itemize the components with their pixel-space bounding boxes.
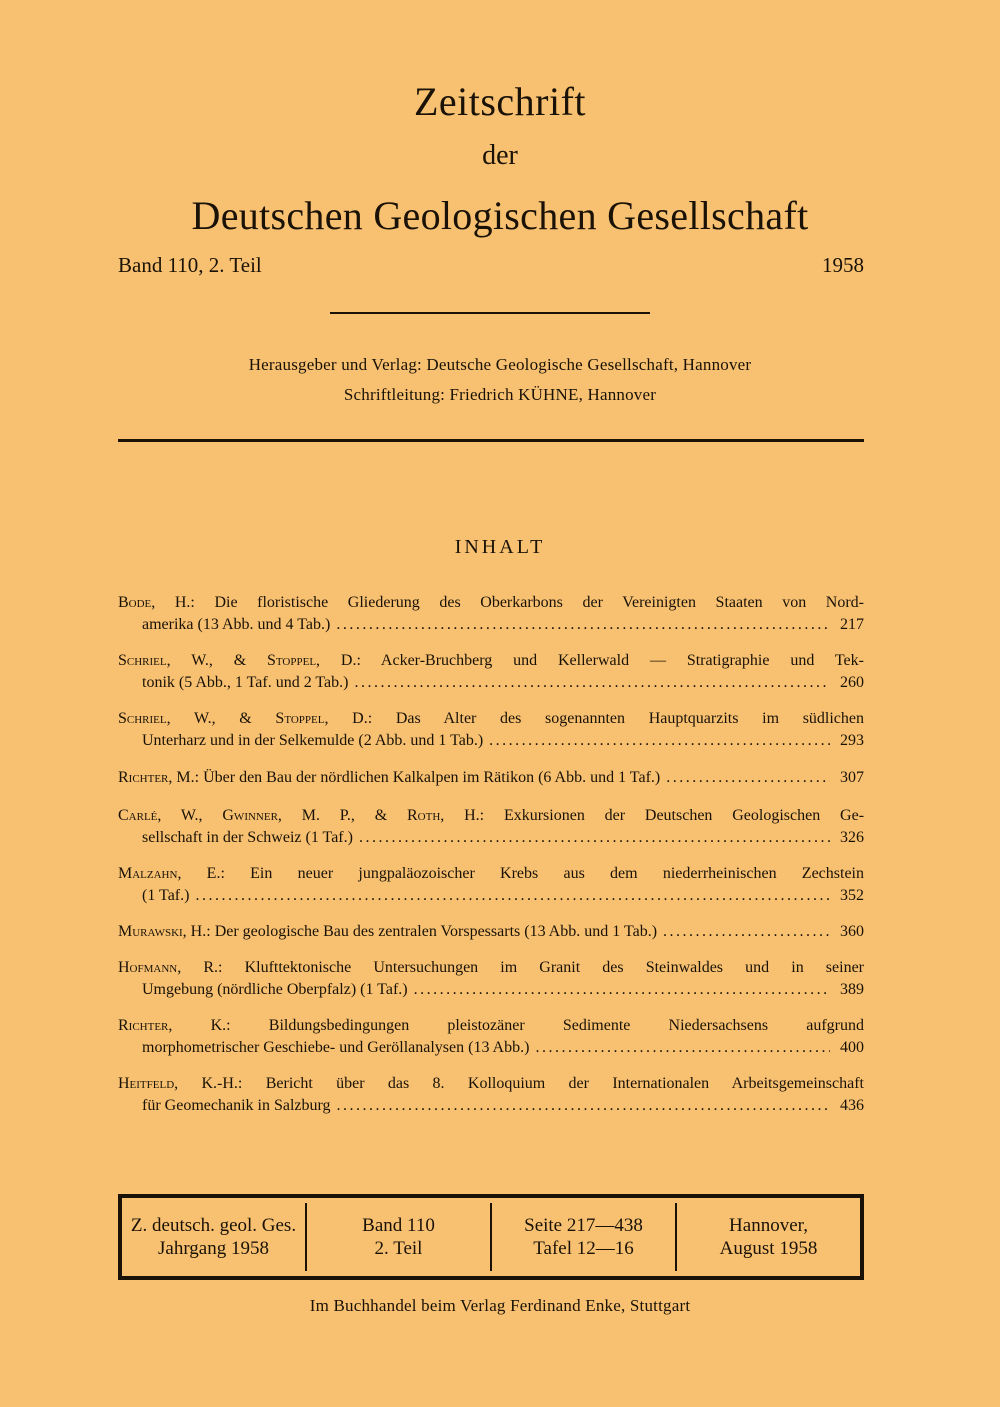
toc-page-number: 293 xyxy=(840,732,864,749)
toc-title-text: Bericht über das 8. Kolloquium der Internationalen Arbeitsgemeinschaft xyxy=(265,1075,864,1092)
toc-title-continued: amerika (13 Abb. und 4 Tab.) xyxy=(142,616,331,633)
bookseller-note: Im Buchhandel beim Verlag Ferdinand Enke, Stuttgart xyxy=(309,1296,691,1315)
toc-title-continued: (1 Taf.) xyxy=(142,887,190,904)
toc-entry-first-line xyxy=(118,650,864,672)
toc-title-text: Die floristische Gliederung des Oberkarbons der Vereinigten Staaten von Nord- xyxy=(214,594,864,611)
toc-author: Schriel, W., & Stoppel, D.: xyxy=(118,710,373,727)
toc-title-text: Ein neuer jungpaläozoischer Krebs aus dem niederrheinischen Zechstein xyxy=(250,865,864,882)
toc-entry-first-line xyxy=(118,957,864,979)
citation-journal: Z. deutsch. geol. Ges. xyxy=(130,1215,297,1236)
toc-entry-second-line xyxy=(118,885,864,907)
toc-author: Heitfeld, K.-H.: xyxy=(118,1075,243,1092)
toc-entry-second-line xyxy=(118,979,864,1001)
citation-date: August 1958 xyxy=(719,1238,818,1259)
toc-entry-second-line xyxy=(118,1037,864,1059)
toc-page-number: 360 xyxy=(840,923,864,940)
volume-part: Band 110, 2. Teil xyxy=(118,253,262,277)
leader-dots xyxy=(336,614,830,636)
toc-page-number: 389 xyxy=(840,981,864,998)
toc-title-text: Acker-Bruchberg und Kellerwald — Stratigraphie und Tek- xyxy=(380,652,864,669)
contents-heading: INHALT xyxy=(454,536,546,558)
leader-dots xyxy=(535,1037,830,1059)
toc-entry xyxy=(118,805,864,849)
toc-entry-first-line xyxy=(118,592,864,614)
toc-entry xyxy=(118,592,864,636)
toc-title-text: Über den Bau der nördlichen Kalkalpen im Rätikon (6 Abb. und 1 Taf.) xyxy=(203,769,661,786)
toc-title-continued: Umgebung (nördliche Oberpfalz) (1 Taf.) xyxy=(142,981,408,998)
citation-plates: Tafel 12—16 xyxy=(533,1238,634,1259)
toc-author: Richter, K.: xyxy=(118,1017,231,1034)
publisher-line: Herausgeber und Verlag: Deutsche Geologische Gesellschaft, Hannover xyxy=(248,355,752,374)
toc-entry-first-line xyxy=(118,708,864,730)
toc-title-continued: sellschaft in der Schweiz (1 Taf.) xyxy=(142,829,353,846)
toc-entry-second-line xyxy=(118,827,864,849)
toc-entry-second-line xyxy=(118,730,864,752)
toc-author: Bode, H.: xyxy=(118,594,195,611)
toc-entry xyxy=(118,863,864,907)
toc-title-text: Das Alter des sogenannten Hauptquarzits im südlichen xyxy=(395,710,864,727)
toc-entry xyxy=(118,650,864,694)
toc-author: Carlé, W., Gwinner, M. P., & Roth, H.: xyxy=(118,807,485,824)
toc-entry-second-line xyxy=(118,614,864,636)
toc-author: Schriel, W., & Stoppel, D.: xyxy=(118,652,361,669)
toc-entry-first-line xyxy=(118,921,864,943)
journal-title: Zeitschrift xyxy=(413,79,587,124)
toc-page-number: 436 xyxy=(840,1097,864,1114)
leader-dots xyxy=(337,1095,830,1117)
leader-dots xyxy=(489,730,830,752)
society-name: Deutschen Geologischen Gesellschaft xyxy=(191,193,809,238)
toc-page-number: 307 xyxy=(840,769,864,786)
toc-title-text: Klufttektonische Untersuchungen im Granit des Steinwaldes und in seiner xyxy=(244,959,864,976)
journal-title-connector: der xyxy=(482,140,518,171)
volume-year: 1958 xyxy=(822,253,864,277)
leader-dots xyxy=(666,767,830,789)
toc-entry-second-line xyxy=(118,1095,864,1117)
long-divider xyxy=(118,439,864,442)
toc-page-number: 352 xyxy=(840,887,864,904)
toc-page-number: 400 xyxy=(840,1039,864,1056)
citation-pages: Seite 217—438 xyxy=(524,1215,643,1236)
citation-box xyxy=(118,1194,864,1280)
toc-entry xyxy=(118,1073,864,1117)
leader-dots xyxy=(663,921,830,943)
toc-page-number: 326 xyxy=(840,829,864,846)
toc-title-continued: für Geomechanik in Salzburg xyxy=(142,1097,331,1114)
toc-entry-first-line xyxy=(118,1015,864,1037)
toc-author: Richter, M.: xyxy=(118,769,200,786)
toc-author: Murawski, H.: xyxy=(118,923,211,940)
short-divider xyxy=(330,312,650,314)
toc-title-text: Der geologische Bau des zentralen Vorspessarts (13 Abb. und 1 Tab.) xyxy=(214,923,658,940)
citation-part: 2. Teil xyxy=(374,1238,423,1259)
toc-author: Malzahn, E.: xyxy=(118,865,225,882)
toc-entry-first-line xyxy=(118,767,864,789)
editor-line: Schriftleitung: Friedrich KÜHNE, Hannover xyxy=(343,385,657,404)
toc-entry xyxy=(118,767,864,789)
toc-entry xyxy=(118,921,864,943)
toc-page-number: 217 xyxy=(840,616,864,633)
toc-title-continued: Unterharz und in der Selkemulde (2 Abb. und 1 Tab.) xyxy=(142,732,484,749)
toc-title-text: Exkursionen der Deutschen Geologischen Ge- xyxy=(503,807,864,824)
toc-entry-first-line xyxy=(118,863,864,885)
toc-title-text: Bildungsbedingungen pleistozäner Sedimente Niedersachsens aufgrund xyxy=(268,1017,864,1034)
toc-entry xyxy=(118,708,864,752)
leader-dots xyxy=(359,827,830,849)
toc-page-number: 260 xyxy=(840,674,864,691)
leader-dots xyxy=(354,672,830,694)
toc-entry xyxy=(118,957,864,1001)
toc-entry-first-line xyxy=(118,1073,864,1095)
toc-entry-second-line xyxy=(118,672,864,694)
toc-title-continued: tonik (5 Abb., 1 Taf. und 2 Tab.) xyxy=(142,674,349,691)
citation-volume-cell xyxy=(307,1203,492,1271)
citation-place-cell xyxy=(677,1203,860,1271)
citation-year: Jahrgang 1958 xyxy=(158,1238,269,1259)
toc-entry-first-line xyxy=(118,805,864,827)
toc-entry xyxy=(118,1015,864,1059)
leader-dots xyxy=(195,885,830,907)
citation-volume: Band 110 xyxy=(362,1215,435,1236)
toc-author: Hofmann, R.: xyxy=(118,959,223,976)
citation-pages-cell xyxy=(492,1203,677,1271)
leader-dots xyxy=(414,979,830,1001)
toc-title-continued: morphometrischer Geschiebe- und Geröllanalysen (13 Abb.) xyxy=(142,1039,530,1056)
citation-journal-cell xyxy=(122,1203,307,1271)
citation-place: Hannover, xyxy=(729,1215,808,1236)
